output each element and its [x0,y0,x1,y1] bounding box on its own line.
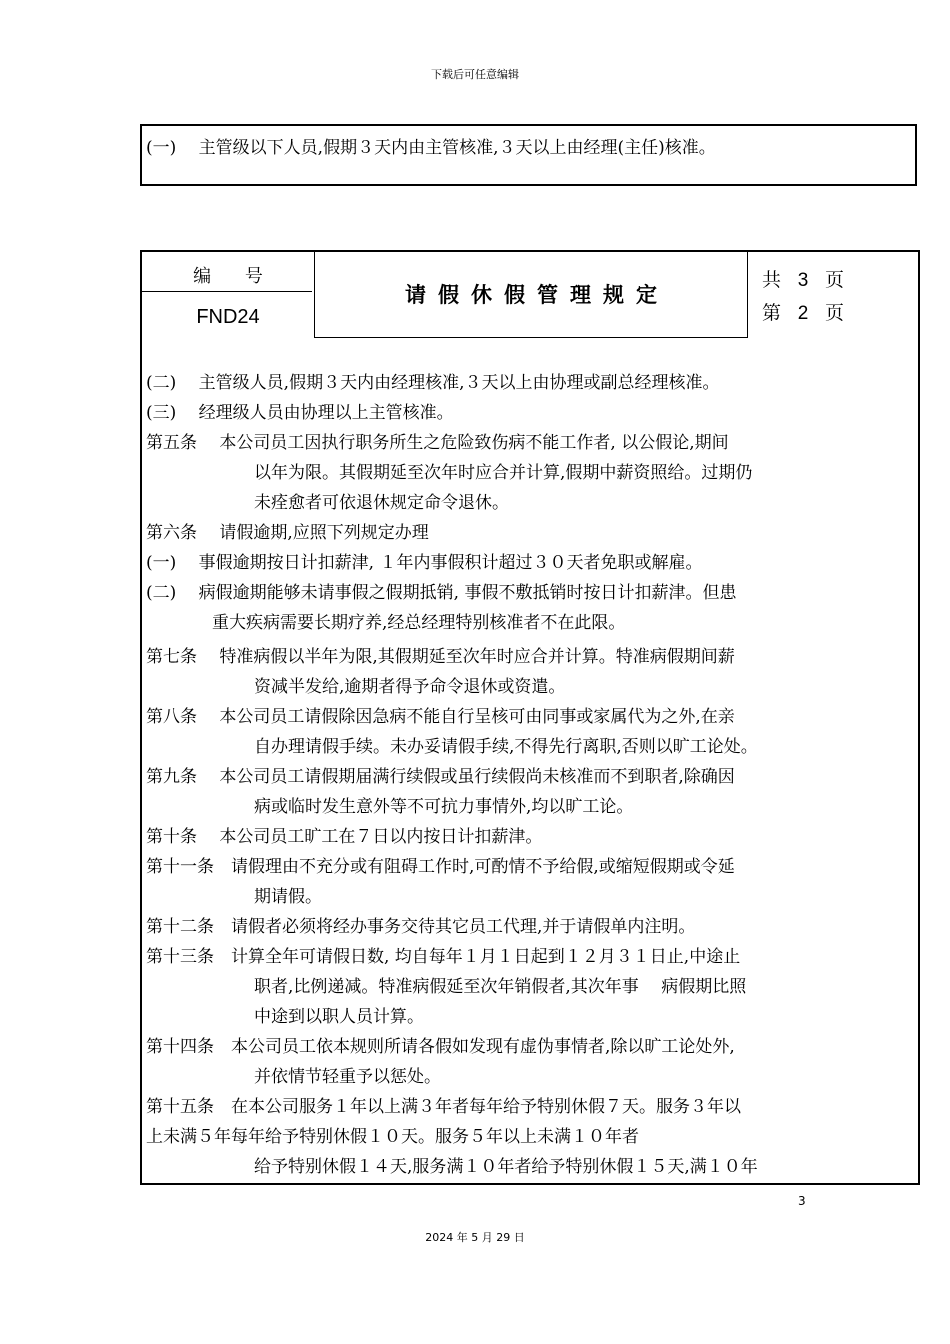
number-divider [142,291,312,292]
body-line: 病或临时发生意外等不可抗力事情外,均以旷工论。 [254,797,634,817]
body-line: 第五条 本公司员工因执行职务所生之危险致伤病不能工作者, 以公假论,期间 [146,433,729,453]
header-note: 下载后可任意编辑 [431,68,519,81]
body-line: 第六条 请假逾期,应照下列规定办理 [146,523,429,543]
body-line: 第十一条 请假理由不充分或有阻碍工作时,可酌情不予给假,或缩短假期或令延 [146,857,735,877]
body-line: (二) 主管级人员,假期３天内由经理核准,３天以上由协理或副总经理核准。 [146,373,720,393]
body-line: 自办理请假手续。未办妥请假手续,不得先行离职,否则以旷工论处。 [254,737,758,757]
body-line: 第十条 本公司员工旷工在７日以内按日计扣薪津。 [146,827,543,847]
body-line: 第七条 特准病假以半年为限,其假期延至次年时应合并计算。特准病假期间薪 [146,647,735,667]
current-page-line [762,297,844,330]
body-line: 上未满５年每年给予特别休假１０天。服务５年以上未满１０年者 [146,1127,639,1147]
total-pages: 3 [797,270,809,291]
total-suffix: 页 [825,269,845,291]
body-line: 第十四条 本公司员工依本规则所请各假如发现有虚伪事情者,除以旷工论处外, [146,1037,735,1057]
page-suffix: 页 [825,302,845,324]
body-line: 中途到以职人员计算。 [254,1007,424,1027]
body-line: (三) 经理级人员由协理以上主管核准。 [146,403,454,423]
page-info-cell [762,264,844,330]
body-line: 资减半发给,逾期者得予命令退休或资遣。 [254,677,566,697]
body-line: 重大疾病需要长期疗养,经总经理特别核准者不在此限。 [212,613,626,633]
body-line: (二) 病假逾期能够未请事假之假期抵销, 事假不敷抵销时按日计扣薪津。但患 [146,583,737,603]
form-header-row [142,252,918,340]
body-line: 第八条 本公司员工请假除因急病不能自行呈核可由同事或家属代为之外,在亲 [146,707,735,727]
number-value: FND24 [196,306,260,328]
body-line: 第十二条 请假者必须将经办事务交待其它员工代理,并于请假单内注明。 [146,917,696,937]
footer-date: 2024 年 5 月 29 日 [425,1231,525,1244]
main-form-box [140,250,920,1185]
body-line: 给予特别休假１４天,服务满１０年者给予特别休假１５天,满１０年 [254,1157,758,1177]
document-title: 请假休假管理规定 [314,252,748,338]
top-box [140,124,917,186]
body-line: 第十五条 在本公司服务１年以上满３年者每年给予特别休假７天。服务３年以 [146,1097,741,1117]
number-cell [142,252,314,340]
total-pages-line [762,264,844,297]
body-line: 未痊愈者可依退休规定命令退休。 [254,493,509,513]
body-line: 并依情节轻重予以惩处。 [254,1067,441,1087]
body-line: 期请假。 [254,887,322,907]
current-page: 2 [797,303,809,324]
body-line: 第九条 本公司员工请假期届满行续假或虽行续假尚未核准而不到职者,除确因 [146,767,735,787]
page-prefix: 第 [762,302,782,324]
total-prefix: 共 [762,269,782,291]
body-line: 职者,比例递减。特准病假延至次年销假者,其次年事 病假期比照 [254,977,747,997]
body-line: 第十三条 计算全年可请假日数, 均自每年１月１日起到１２月３１日止,中途止 [146,947,741,967]
number-label: 编 号 [193,266,277,287]
body-line: 以年为限。其假期延至次年时应合并计算,假期中薪资照给。过期仍 [254,463,753,483]
top-box-line: (一) 主管级以下人员,假期３天内由主管核准,３天以上由经理(主任)核准。 [146,138,716,158]
body-line: (一) 事假逾期按日计扣薪津, １年内事假积计超过３０天者免职或解雇。 [146,553,703,573]
page-number: 3 [798,1194,806,1208]
